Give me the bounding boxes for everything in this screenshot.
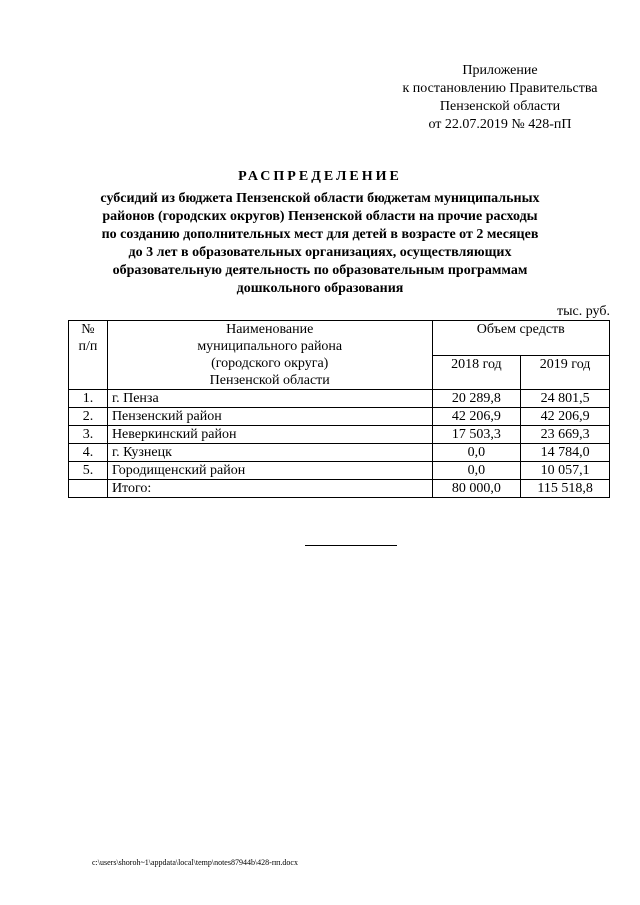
row-2019: 23 669,3	[521, 426, 610, 444]
row-2018: 42 206,9	[432, 408, 521, 426]
row-number: 5.	[69, 462, 108, 480]
appendix-line: Приложение	[462, 63, 538, 78]
row-2018: 17 503,3	[432, 426, 521, 444]
table-row	[69, 444, 610, 462]
appendix-line: к постановлению Правительства	[402, 81, 598, 96]
closing-line	[305, 545, 397, 546]
header-name-line: Наименование	[226, 322, 314, 337]
total-2018: 80 000,0	[432, 480, 521, 498]
table-row	[69, 462, 610, 480]
header-volume: Объем средств	[432, 321, 609, 356]
title-line: образовательную деятельность по образовательным программам	[112, 263, 528, 278]
footer-file-path: c:\users\shoroh~1\appdata\local\temp\notes87944b\428-пп.docx	[92, 858, 298, 867]
row-2019: 14 784,0	[521, 444, 610, 462]
table-row	[69, 390, 610, 408]
header-year-2018: 2018 год	[432, 355, 521, 390]
row-2018: 0,0	[432, 462, 521, 480]
row-name: г. Пенза	[107, 390, 432, 408]
title-line: районов (городских округов) Пензенской области на прочие расходы	[102, 209, 538, 224]
unit-label: тыс. руб.	[557, 304, 610, 319]
title-line: по созданию дополнительных мест для детей в возрасте от 2 месяцев	[101, 227, 539, 242]
title-line: субсидий из бюджета Пензенской области бюджетам муниципальных	[100, 191, 540, 206]
table-row	[69, 408, 610, 426]
table-header-row	[69, 321, 610, 356]
document-title	[80, 168, 560, 298]
header-name	[107, 321, 432, 390]
title-line: до 3 лет в образовательных организациях, осуществляющих	[128, 245, 512, 260]
appendix-line: Пензенской области	[439, 99, 561, 114]
row-name: Неверкинский район	[107, 426, 432, 444]
row-number: 1.	[69, 390, 108, 408]
appendix-line: от 22.07.2019 № 428-пП	[428, 117, 572, 132]
row-2019: 10 057,1	[521, 462, 610, 480]
header-name-line: (городского округа)	[211, 356, 329, 371]
row-name: г. Кузнецк	[107, 444, 432, 462]
header-number-line: №	[81, 322, 95, 337]
appendix-header	[380, 62, 620, 134]
row-name: Пензенский район	[107, 408, 432, 426]
header-number-line: п/п	[78, 339, 98, 354]
subsidy-table	[68, 320, 610, 498]
table-total-row	[69, 480, 610, 498]
row-number: 2.	[69, 408, 108, 426]
header-name-line: Пензенской области	[209, 373, 330, 388]
total-label: Итого:	[107, 480, 432, 498]
header-name-line: муниципального района	[197, 339, 343, 354]
total-2019: 115 518,8	[521, 480, 610, 498]
title-main: РАСПРЕДЕЛЕНИЕ	[238, 169, 402, 184]
table-row	[69, 426, 610, 444]
row-2018: 20 289,8	[432, 390, 521, 408]
title-line: дошкольного образования	[236, 281, 404, 296]
row-number: 3.	[69, 426, 108, 444]
header-number	[69, 321, 108, 390]
row-number: 4.	[69, 444, 108, 462]
row-name: Городищенский район	[107, 462, 432, 480]
row-2019: 24 801,5	[521, 390, 610, 408]
header-year-2019: 2019 год	[521, 355, 610, 390]
total-number	[69, 480, 108, 498]
row-2018: 0,0	[432, 444, 521, 462]
row-2019: 42 206,9	[521, 408, 610, 426]
